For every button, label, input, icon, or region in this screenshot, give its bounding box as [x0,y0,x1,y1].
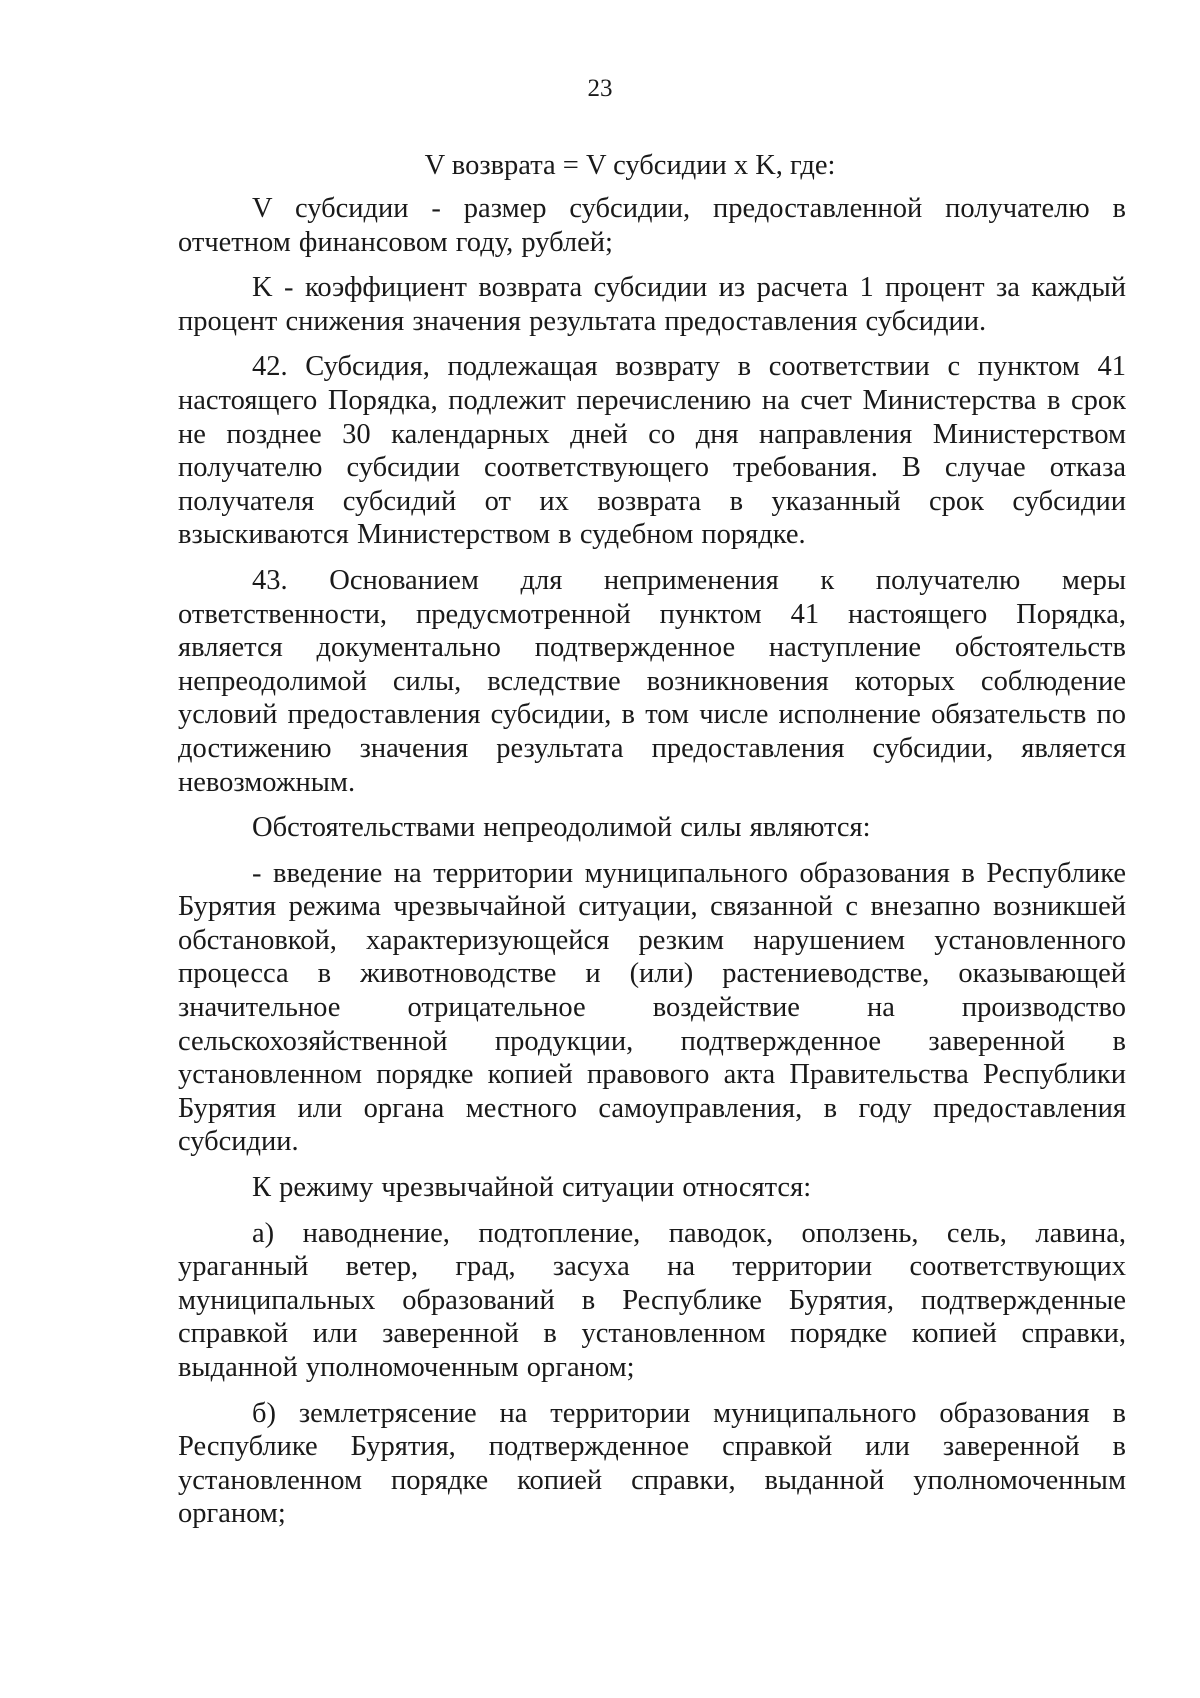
paragraph-item-a: а) наводнение, подтопление, паводок, оползень, сель, лавина, ураганный ветер, град, засуха на территории соответствующих муниципальных образований в Республике Бурятия, подтвержденные справкой или заверенной в установленном порядке копией справки, выданной уполномоченным органом; [178,1217,1126,1383]
paragraph-force-majeure-heading: Обстоятельствами непреодолимой силы являются: [252,812,871,844]
body-text [178,192,1126,1543]
formula-line: V возврата = V субсидии х K, где: [424,150,836,181]
paragraph-item-42: 42. Субсидия, подлежащая возврату в соответствии с пунктом 41 настоящего Порядка, подлежит перечислению на счет Министерства в срок не позднее 30 календарных дней со дня направления Министерством получателю субсидии соответствующего требования. В случае отказа получателя субсидий от их возврата в указанный срок субсидии взыскиваются Министерством в судебном порядке. [178,351,1126,551]
paragraph-item-b: б) землетрясение на территории муниципального образования в Республике Бурятия, подтвержденное справкой или заверенной в установленном порядке копией справки, выданной уполномоченным органом; [178,1397,1126,1530]
paragraph-item-43: 43. Основанием для неприменения к получателю меры ответственности, предусмотренной пунктом 41 настоящего Порядка, является документально подтвержденное наступление обстоятельств непреодолимой силы, вследствие возникновения которых соблюдение условий предоставления субсидии, в том числе исполнение обязательств по достижению значения результата предоставления субсидии, является невозможным. [178,564,1126,798]
paragraph-emergency-list-heading: К режиму чрезвычайной ситуации относятся: [252,1172,812,1204]
paragraph-v-subsidy-definition: V субсидии - размер субсидии, предоставленной получателю в отчетном финансовом году, рублей; [178,193,1126,258]
paragraph-k-coefficient-definition: K - коэффициент возврата субсидии из расчета 1 процент за каждый процент снижения значения результата предоставления субсидии. [178,272,1126,337]
paragraph-emergency-regime: - введение на территории муниципального образования в Республике Бурятия режима чрезвычайной ситуации, связанной с внезапно возникшей обстановкой, характеризующейся резким нарушением установленного процесса в животноводстве и (или) растениеводстве, оказывающей значительное отрицательное воздействие на производство сельскохозяйственной продукции, подтвержденное заверенной в установленном порядке копией правового акта Правительства Республики Бурятия или органа местного самоуправления, в году предоставления субсидии. [178,857,1126,1158]
page-number: 23 [587,75,613,102]
